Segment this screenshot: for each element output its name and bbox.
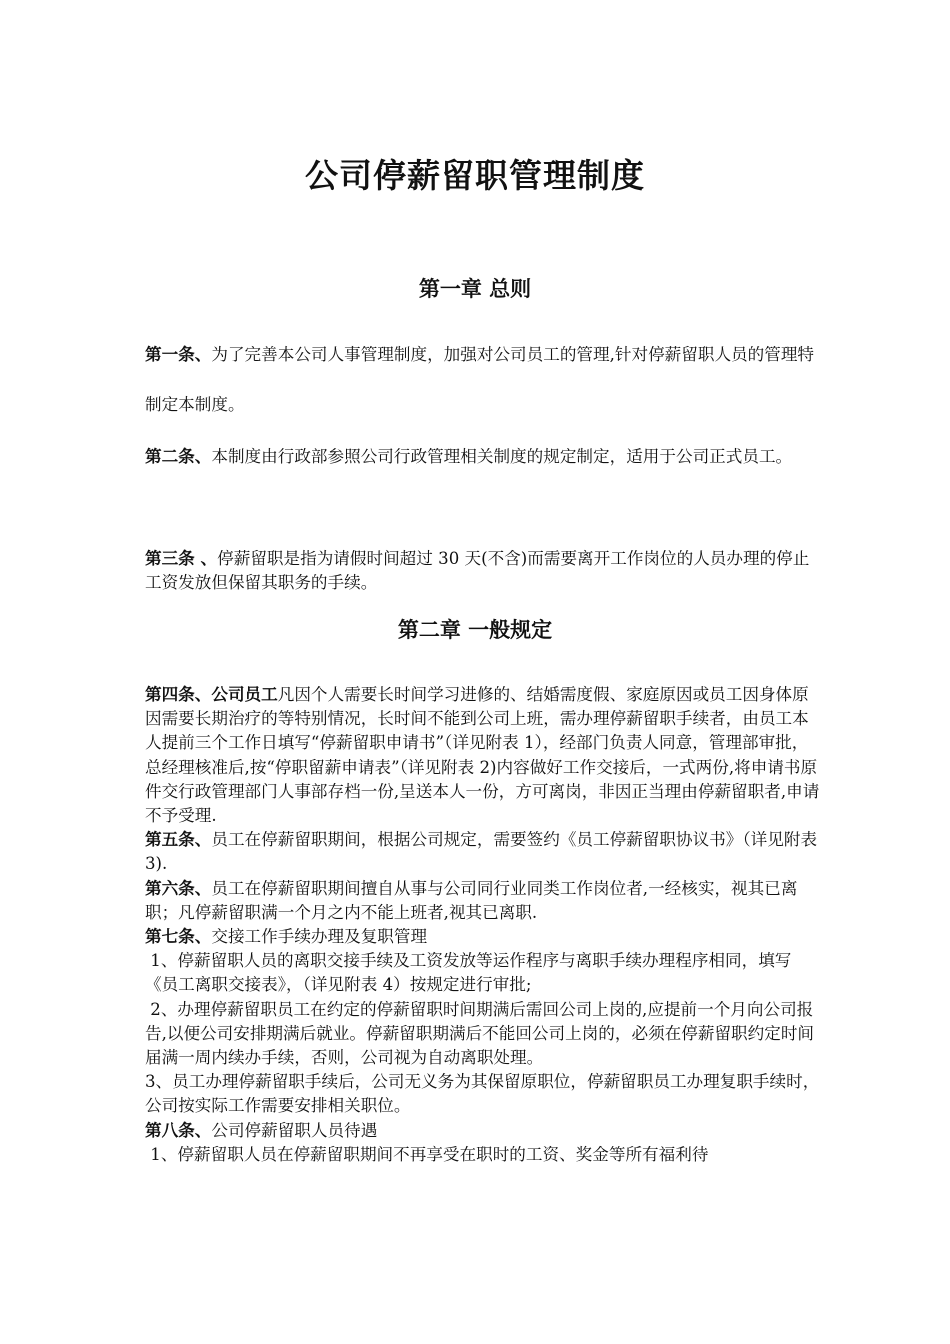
article-6-text: 员工在停薪留职期间擅自从事与公司同行业同类工作岗位者,一经核实，视其已离职；凡停薪留职满一个月之内不能上班者,视其已离职.	[145, 878, 798, 922]
article-2	[145, 432, 820, 482]
article-2-label: 第二条、	[145, 447, 212, 466]
article-1-label: 第一条、	[145, 345, 212, 364]
chapter-1-heading: 第一章 总则	[418, 277, 532, 301]
article-4-text: 凡因个人需要长时间学习进修的、结婚需度假、家庭原因或员工因身体原因需要长期治疗的等特别情况，长时间不能到公司上班，需办理停薪留职手续者，由员工本人提前三个工作日填写“停薪留职申请书”（详见附表 1），经部门负责人同意，管理部审批，总经理核准后,按“停职留薪申请表”（详见附表 2)内容做好工作交接后，一式两份,将申请书原件交行政管理部门人事部存档一份,呈送本人一份，方可离岗，非因正当理由停薪留职者,申请不予受理.	[145, 685, 820, 826]
article-8-text: 公司停薪留职人员待遇	[211, 1120, 378, 1140]
article-7	[145, 925, 820, 949]
article-3-text: 停薪留职是指为请假时间超过 30 天(不含)而需要离开工作岗位的人员办理的停止工资发放但保留其职务的手续。	[145, 549, 810, 593]
article-8	[145, 1119, 820, 1143]
article-1-text: 为了完善本公司人事管理制度，加强对公司员工的管理,针对停薪留职人员的管理特制定本制度。	[145, 345, 815, 414]
article-2-text: 本制度由行政部参照公司行政管理相关制度的规定制定，适用于公司正式员工。	[211, 447, 793, 466]
article-7-item-1: 1、停薪留职人员的离职交接手续及工资发放等运作程序与离职手续办理程序相同，填写《员工离职交接表》，（详见附表 4）按规定进行审批;	[145, 951, 792, 995]
article-7-item-2: 2、办理停薪留职员工在约定的停薪留职时间期满后需回公司上岗的,应提前一个月向公司报告,以便公司安排期满后就业。停薪留职期满后不能回公司上岗的，必须在停薪留职约定时间届满一周内续办手续，否则，公司视为自动离职处理。	[145, 999, 815, 1068]
document-title: 公司停薪留职管理制度	[305, 156, 645, 195]
article-5-text: 员工在停薪留职期间，根据公司规定，需要签约《员工停薪留职协议书》（详见附表 3).	[145, 830, 818, 874]
article-1	[145, 330, 820, 430]
article-8-item-1: 1、停薪留职人员在停薪留职期间不再享受在职时的工资、奖金等所有福利待	[145, 1144, 709, 1164]
article-5	[145, 828, 820, 876]
article-7-text: 交接工作手续办理及复职管理	[211, 927, 428, 947]
article-3	[145, 547, 820, 595]
article-6-label: 第六条、	[145, 878, 212, 898]
article-8-label: 第八条、	[145, 1120, 212, 1140]
article-6	[145, 877, 820, 925]
article-5-label: 第五条、	[145, 830, 212, 850]
article-7-label: 第七条、	[145, 927, 212, 947]
chapter-2-heading: 第二章 一般规定	[397, 618, 553, 642]
article-3-label: 第三条 、	[145, 549, 218, 568]
article-4-label: 第四条、公司员工	[145, 685, 278, 704]
article-4	[145, 683, 820, 828]
chapter-2-body	[145, 683, 820, 1167]
article-7-item-3: 3、员工办理停薪留职手续后，公司无义务为其保留原职位，停薪留职员工办理复职手续时，公司按实际工作需要安排相关职位。	[145, 1072, 820, 1116]
